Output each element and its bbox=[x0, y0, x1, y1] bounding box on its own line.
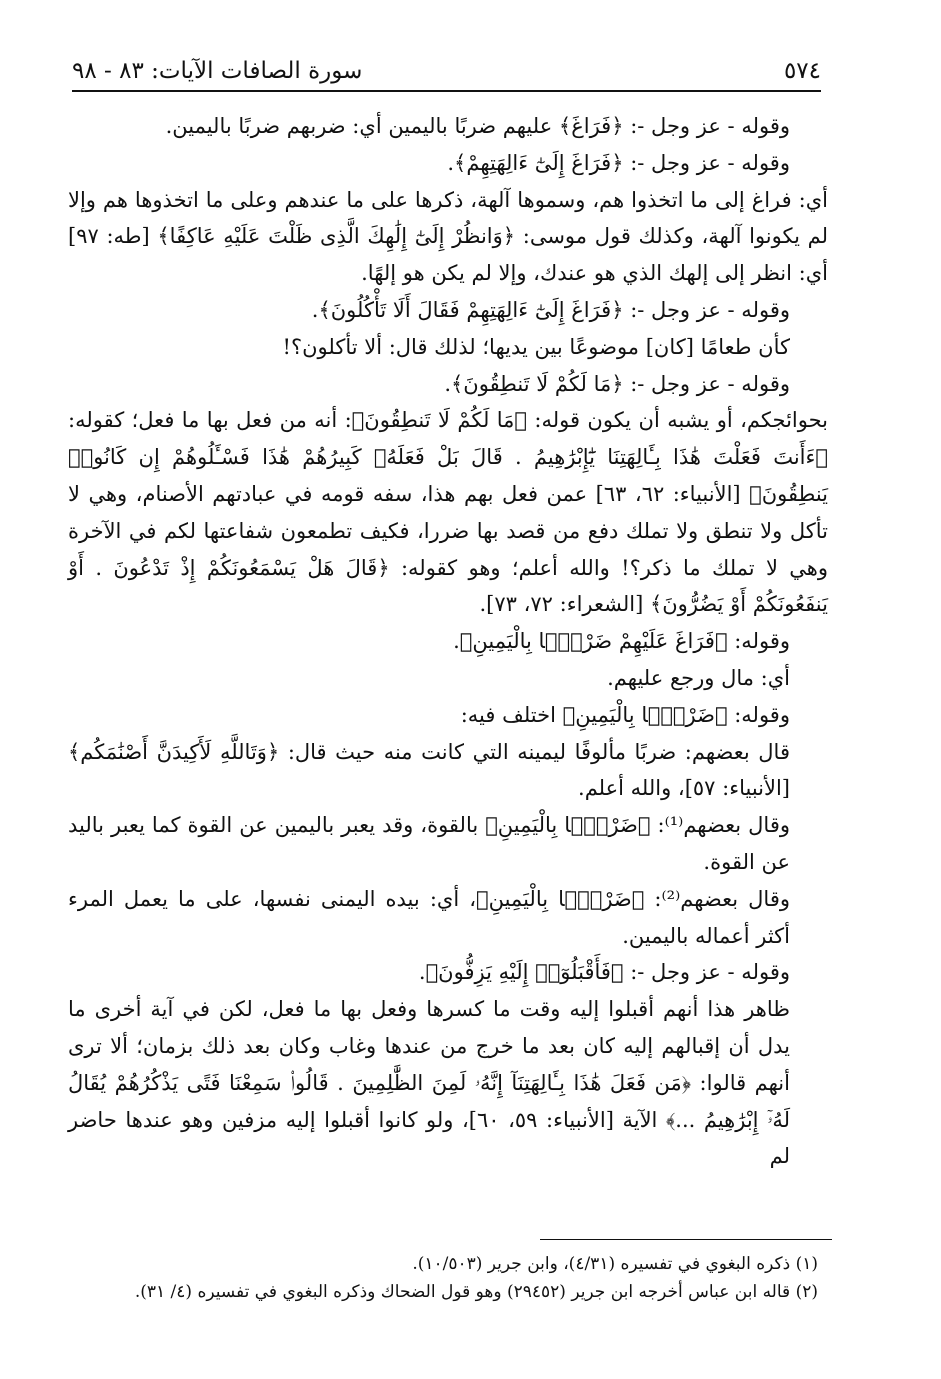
paragraph: وقوله - عز وجل -: ﴿فَرَاغَ إِلَىٰٓ ءَالِهَتِهِمْ فَقَالَ أَلَا تَأْكُلُونَ﴾. bbox=[311, 297, 790, 322]
paragraph: وقوله: ﴿ضَرْبًۢا بِالْيَمِينِ﴾ اختلف فيه: bbox=[460, 702, 790, 727]
body-text bbox=[68, 108, 828, 1175]
footnote-separator bbox=[540, 1239, 832, 1240]
running-head: سورة الصافات الآيات: ٨٣ - ٩٨ bbox=[72, 58, 363, 84]
paragraph: كأن طعامًا [كان] موضوعًا بين يديها؛ لذلك قال: ألا تأكلون؟! bbox=[282, 334, 790, 359]
footnote: (١) ذكره البغوي في تفسيره (٤/٣١)، وابن جرير (١٠/٥٠٣). bbox=[412, 1254, 818, 1274]
page-header bbox=[72, 58, 821, 92]
page-number: ٥٧٤ bbox=[783, 58, 821, 84]
paragraph: ظاهر هذا أنهم أقبلوا إليه وقت ما كسرها وفعل بها ما فعل، لكن في آية أخرى ما يدل أن إقبالهم إليه كان بعد ما خرج من عندها وغاب وكان بعد ذلك بزمان؛ ألا ترى أنهم قالوا: ﴿مَن فَعَلَ هَٰذَا بِـَٔالِهَتِنَآ إِنَّهُۥ لَمِنَ الظَّٰلِمِينَ . قَالُوا۟ سَمِعْنَا فَتًى يَذْكُرُهُمْ يُقَالُ لَهُۥٓ إِبْرَٰهِيمُ ...﴾ الآية [الأنبياء: ٥٩، ٦٠]، ولو كانوا أقبلوا إليه مزفين وهو عندها حاضر لم bbox=[68, 997, 790, 1169]
paragraph: وقال بعضهم⁽¹⁾: ﴿ضَرْبًۢا بِالْيَمِينِ﴾ بالقوة، وقد يعبر باليمين عن القوة كما يعبر باليد عن القوة. bbox=[68, 813, 791, 874]
footnote: (٢) قاله ابن عباس أخرجه ابن جرير (٢٩٤٥٢) وهو قول الضحاك وذكره البغوي في تفسيره (٤/ ٣١). bbox=[134, 1282, 818, 1302]
paragraph: قال بعضهم: ضربًا مألوفًا ليمينه التي كانت منه حيث قال: ﴿وَتَاللَّهِ لَأَكِيدَنَّ أَصْنَٰمَكُم﴾ [الأنبياء: ٥٧]، والله أعلم. bbox=[68, 739, 790, 801]
paragraph: وقوله - عز وجل -: ﴿فَرَاغَ إِلَىٰٓ ءَالِهَتِهِمْ﴾. bbox=[447, 150, 790, 175]
paragraph: أي: فراغ إلى ما اتخذوا هم، وسموها آلهة، ذكرها على ما عندهم وعلى ما اتخذوها هم وإلا لم يكونوا آلهة، وكذلك قول موسى: ﴿وَانظُرْ إِلَىٰٓ إِلَٰهِكَ الَّذِى ظَلْتَ عَلَيْهِ عَاكِفًا﴾ [طه: ٩٧] أي: انظر إلى إلهك الذي هو عندك، وإلا لم يكن هو إلهًا. bbox=[68, 187, 828, 286]
paragraph: وقال بعضهم⁽²⁾: ﴿ضَرْبًۢا بِالْيَمِينِ﴾، أي: بيده اليمنى نفسها، على ما يعمل المرء أكثر أعماله باليمين. bbox=[68, 886, 791, 948]
paragraph: وقوله - عز وجل -: ﴿فَأَقْبَلُوٓا۟ إِلَيْهِ يَزِفُّونَ﴾. bbox=[418, 960, 790, 985]
paragraph: أي: مال ورجع عليهم. bbox=[607, 665, 790, 690]
paragraph: وقوله: ﴿فَرَاغَ عَلَيْهِمْ ضَرْبًۢا بِالْيَمِينِ﴾. bbox=[453, 629, 790, 654]
footnotes bbox=[68, 1250, 828, 1306]
paragraph: وقوله - عز وجل -: ﴿فَرَاغَ﴾ عليهم ضربًا باليمين أي: ضربهم ضربًا باليمين. bbox=[165, 114, 790, 138]
paragraph: وقوله - عز وجل -: ﴿مَا لَكُمْ لَا تَنطِقُونَ﴾. bbox=[444, 371, 790, 396]
paragraph: بحوائجكم، أو يشبه أن يكون قوله: ﴿مَا لَكُمْ لَا تَنطِقُونَ﴾: أنه من فعل بها ما فعل؛ كقوله: ﴿ءَأَنتَ فَعَلْتَ هَٰذَا بِـَٔالِهَتِنَا يَٰٓإِبْرَٰهِيمُ . قَالَ بَلْ فَعَلَهُۥ كَبِيرُهُمْ هَٰذَا فَسْـَٔلُوهُمْ إِن كَانُوا۟ يَنطِقُونَ﴾ [الأنبياء: ٦٢، ٦٣] عمن فعل بهم هذا، سفه قومه في عبادتهم الأصنام، وهي لا تأكل ولا تنطق ولا تملك دفع من قصد بها ضررا، فكيف تطمعون شفاعتها لكم في الآخرة وهي لا تملك ما ذكر؟! والله أعلم؛ وهو كقوله: ﴿قَالَ هَلْ يَسْمَعُونَكُمْ إِذْ تَدْعُونَ . أَوْ يَنفَعُونَكُمْ أَوْ يَضُرُّونَ﴾ [الشعراء: ٧٢، ٧٣]. bbox=[68, 408, 828, 617]
